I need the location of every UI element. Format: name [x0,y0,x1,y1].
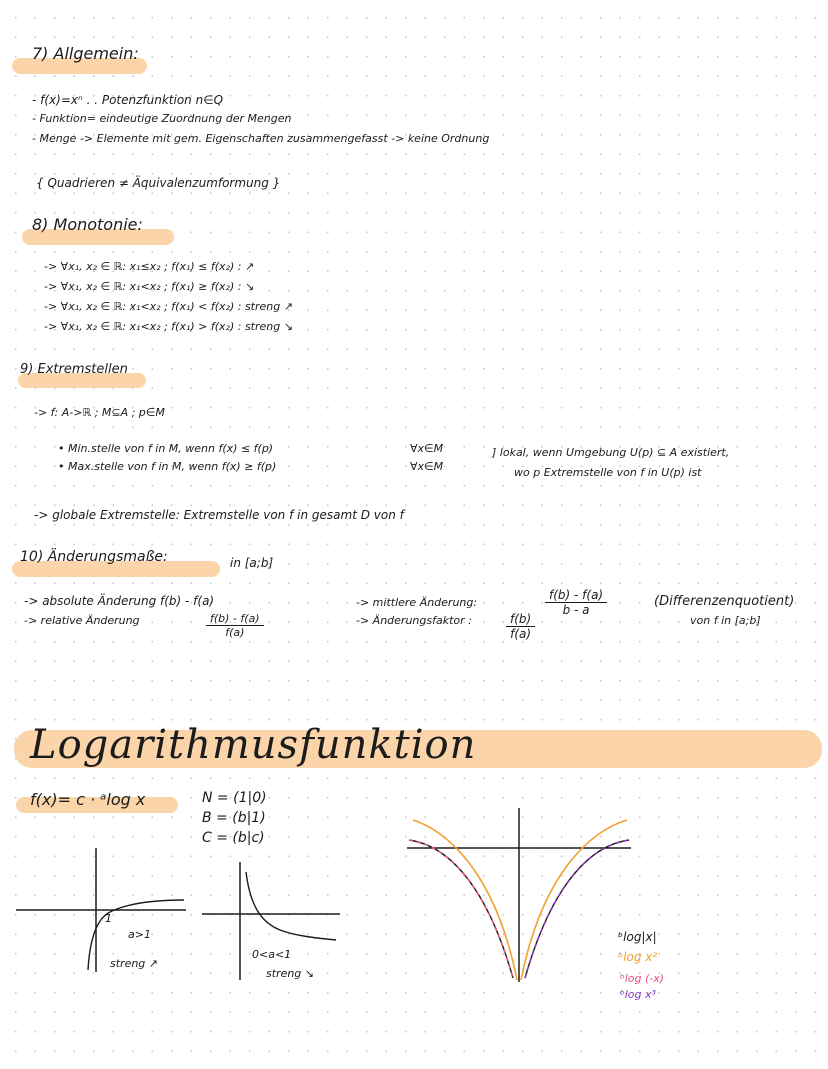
log-point-b: B = (b|1) [202,810,266,826]
s10-mittlere-numerator: f(b) - f(a) [549,588,604,602]
s7-line-funktion: - Funktion= eindeutige Zuordnung der Mengen [32,112,292,125]
graph-1-mark: 1 [105,912,112,925]
s10-relative-label: -> relative Änderung [24,614,140,627]
log-curve-decreasing [246,872,336,940]
section-7-heading: 7) Allgemein: [32,44,139,63]
log-point-c: C = (b|c) [202,830,265,846]
s10-absolute: -> absolute Änderung f(b) - f(a) [24,594,215,608]
log-point-n: N = (1|0) [202,790,267,806]
section-8-heading: 8) Monotonie: [32,215,143,234]
curve-log-neg-x [409,840,513,978]
s9-lokal-line-2: wo p Extremstelle von f in U(p) ist [514,466,702,479]
s7-line-menge: - Menge -> Elemente mit gem. Eigenschaften zusammengefasst -> keine Ordnung [32,132,490,145]
graph-2-monotony: streng ↘ [266,967,315,980]
s10-differenzenquotient: (Differenzenquotient) [654,594,795,609]
section-10-heading: 10) Änderungsmaße: [20,549,168,565]
curve-log-x-squared [413,820,517,980]
s9-forall-2: ∀x∈M [410,460,444,473]
log-formula: f(x)= c · ᵃlog x [30,790,146,809]
legend-log-x-squared: ᵇlog x² [618,950,658,964]
s8-row-2: -> ∀x₁, x₂ ∈ ℝ: x₁<x₂ ; f(x₁) ≥ f(x₂) : ↘ [44,280,255,293]
graph-1-condition: a>1 [128,928,151,941]
graph-increasing [10,840,190,980]
curve-log-x-squared-right [521,820,627,980]
s8-row-4: -> ∀x₁, x₂ ∈ ℝ: x₁<x₂ ; f(x₁) > f(x₂) : streng ↘ [44,320,293,333]
curve-log-abs-x-left [409,840,513,978]
s9-global-line: -> globale Extremstelle: Extremstelle von f in gesamt D von f [34,508,404,522]
s10-factor-numerator: f(b) [510,612,532,626]
s8-row-3: -> ∀x₁, x₂ ∈ ℝ: x₁<x₂ ; f(x₁) < f(x₂) : streng ↗ [44,300,293,313]
s10-mittlere-denominator: b - a [545,602,607,617]
s10-factor-denominator: f(a) [506,626,535,641]
s10-interval: in [a;b] [230,556,274,570]
legend-log-abs-x: ᵇlog|x| [618,930,657,944]
s9-max-line: • Max.stelle von f in M, wenn f(x) ≥ f(p) [58,460,277,473]
s10-mittlere-fraction [545,588,607,617]
curve-log-x-cubed [525,840,629,978]
s9-lokal-line-1: ] lokal, wenn Umgebung U(p) ⊆ A existiert, [492,446,730,459]
curve-log-abs-x-right [525,840,629,978]
s10-factor-fraction [506,612,535,641]
page-title: Logarithmusfunktion [30,722,477,768]
s8-row-1: -> ∀x₁, x₂ ∈ ℝ: x₁≤x₂ ; f(x₁) ≤ f(x₂) : ↗ [44,260,255,273]
graph-comparison [405,790,635,990]
s9-min-line: • Min.stelle von f in M, wenn f(x) ≤ f(p) [58,442,274,455]
graph-2-condition: 0<a<1 [252,948,292,961]
legend-log-x-cubed: ᵇlog x³ [620,988,656,1001]
s10-differenzenquotient-sub: von f in [a;b] [690,614,761,627]
s10-relative-fraction [206,612,264,639]
s9-definition: -> f: A->ℝ ; M⊆A ; p∈M [34,406,165,419]
section-9-heading: 9) Extremstellen [20,362,128,377]
graph-1-monotony: streng ↗ [110,957,159,970]
s10-relative-denominator: f(a) [206,625,264,639]
s7-line-potenzfunktion: - f(x)=xⁿ . . Potenzfunktion n∈Q [32,93,224,107]
s10-factor-label: -> Änderungsfaktor : [356,614,472,627]
s7-note: { Quadrieren ≠ Äquivalenzumformung } [36,176,281,190]
s10-relative-numerator: f(b) - f(a) [210,612,260,625]
legend-log-neg-x: ᵇlog (-x) [620,972,665,985]
s10-mittlere-label: -> mittlere Änderung: [356,596,478,609]
s9-forall-1: ∀x∈M [410,442,444,455]
